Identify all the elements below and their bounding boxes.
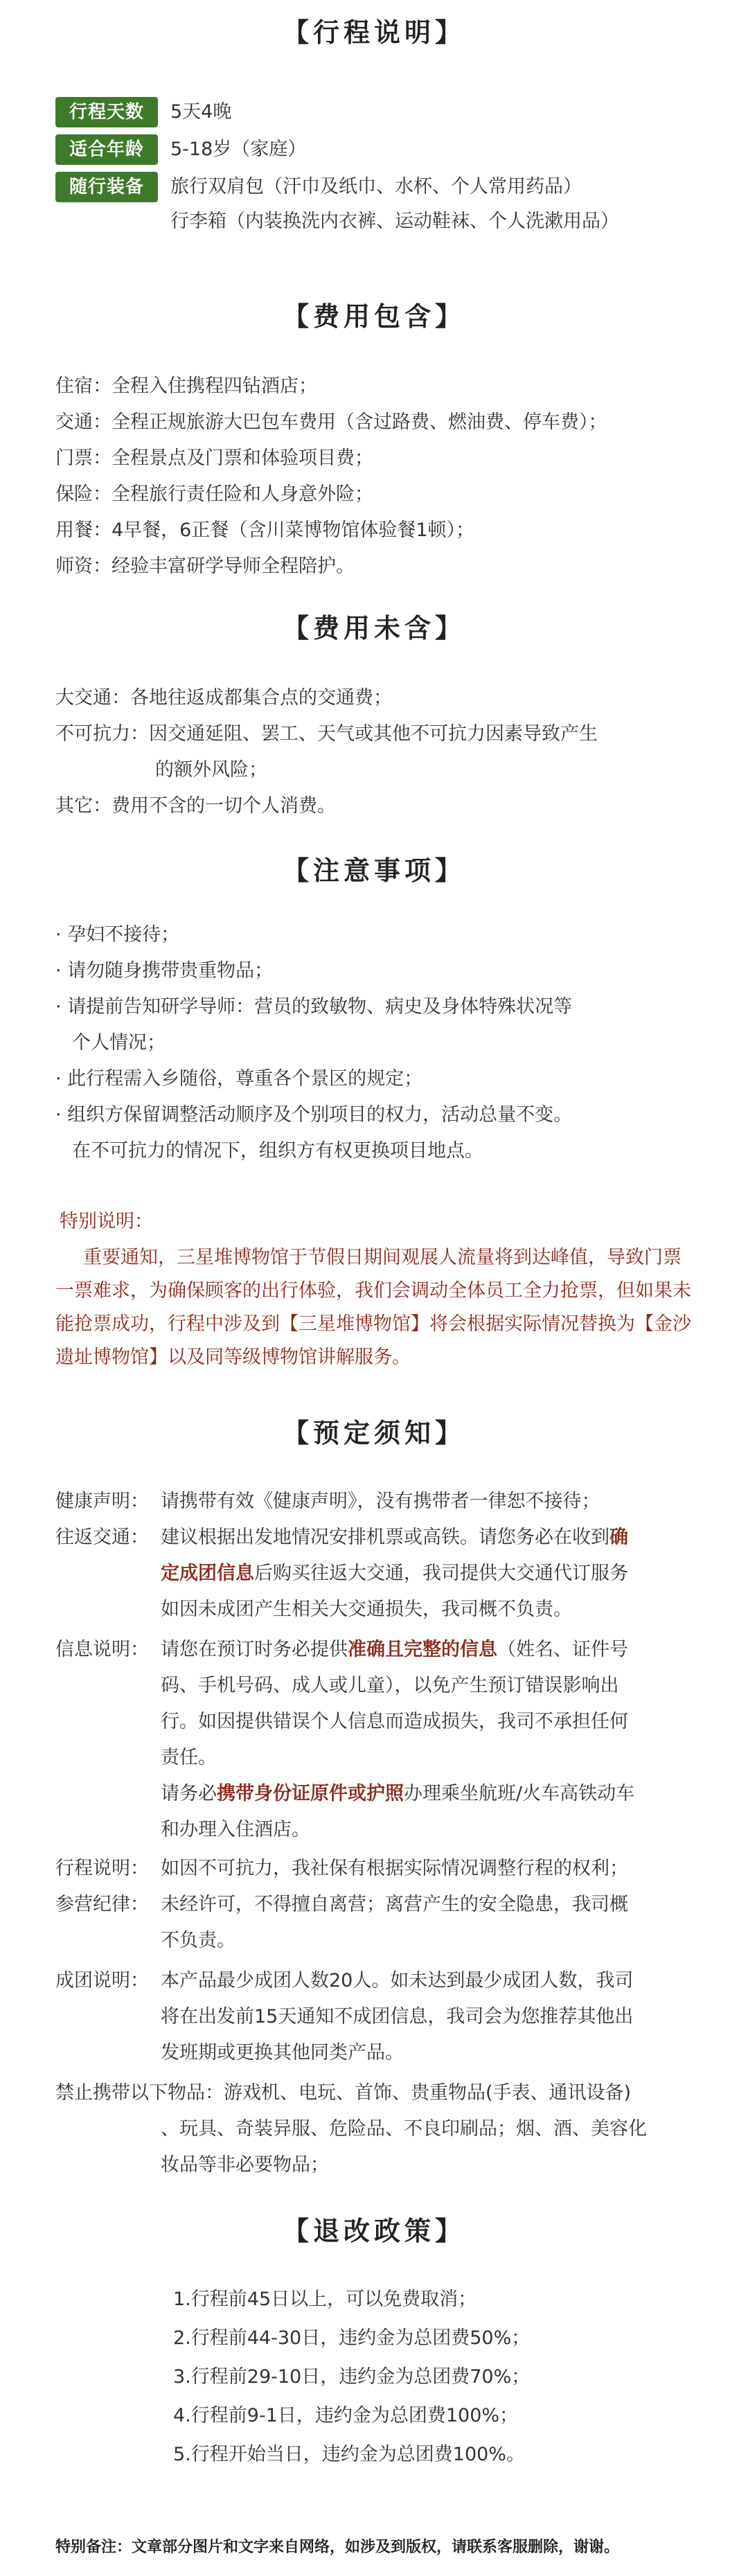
booking-transport-line1: 建议根据出发地情况安排机票或高铁。请您务必在收到确 <box>161 1527 628 1548</box>
booking-info-line2: 码、手机号码、成人或儿童），以免产生预订错误影响出 <box>161 1675 619 1696</box>
refund-line: 5.行程开始当日，违约金为总团费100%。 <box>173 2444 525 2465</box>
booking-plan-label: 行程说明： <box>55 1858 149 1879</box>
booking-group-label: 成团说明： <box>55 1970 149 1991</box>
booking-info-line4: 责任。 <box>161 1747 217 1768</box>
included-line: 交通：全程正规旅游大巴包车费用（含过路费、燃油费、停车费）； <box>55 411 607 433</box>
booking-info-line3: 行。如因提供错误个人信息而造成损失，我司不承担任何 <box>161 1711 628 1732</box>
itinerary-days-value: 5天4晚 <box>170 101 232 123</box>
booking-health-label: 健康声明： <box>55 1491 149 1512</box>
itinerary-age-value: 5-18岁（家庭） <box>170 139 307 160</box>
booking-leave-label: 参营纪律： <box>55 1894 149 1915</box>
section-title-booking: 【预定须知】 <box>282 1418 465 1448</box>
badge-equipment: 随行装备 <box>55 172 158 202</box>
booking-banned-line2: 、玩具、奇装异服、危险品、不良印刷品；烟、酒、美容化 <box>161 2118 647 2140</box>
section-title-included: 【费用包含】 <box>282 301 465 332</box>
booking-info-label: 信息说明： <box>55 1639 149 1660</box>
special-note-label: 特别说明： <box>60 1211 153 1232</box>
notes-line: 在不可抗力的情况下，组织方有权更换项目地点。 <box>72 1140 483 1162</box>
refund-line: 2.行程前44-30日，违约金为总团费50%； <box>173 2327 531 2349</box>
itinerary-equipment-value2: 行李箱（内装换洗内衣裤、运动鞋袜、个人洗漱用品） <box>170 211 619 232</box>
footer-disclaimer: 特别备注：文章部分图片和文字来自网络，如涉及到版权，请联系客服删除，谢谢。 <box>55 2539 620 2556</box>
included-line: 保险：全程旅行责任险和人身意外险； <box>55 483 373 505</box>
booking-info-line1: 请您在预订时务必提供准确且完整的信息（姓名、证件号 <box>161 1639 628 1660</box>
included-line: 住宿：全程入住携程四钻酒店； <box>55 375 317 397</box>
badge-days: 行程天数 <box>55 97 158 127</box>
booking-transport-line2: 定成团信息后购买往返大交通，我司提供大交通代订服务 <box>161 1563 628 1584</box>
booking-health-text: 请携带有效《健康声明》，没有携带者一律恕不接待； <box>161 1491 600 1512</box>
booking-leave-line2: 不负责。 <box>161 1930 235 1951</box>
excluded-line: 不可抗力：因交通延阻、罢工、天气或其他不可抗力因素导致产生 <box>55 723 598 745</box>
special-note-text: 重要通知，三星堆博物馆于节假日期间观展人流量将到达峰值，导致门票一票难求，为确保顾客的出行体验，我们会调动全体员工全力抢票，但如果未能抢票成功，行程中涉及到【三星堆博物馆】将会根据实际情况替换为【金沙遗址博物馆】以及同等级博物馆讲解服务。 <box>55 1247 691 1368</box>
notes-line: · 孕妇不接待； <box>55 924 180 945</box>
badge-age: 适合年龄 <box>55 134 158 165</box>
booking-group-line1: 本产品最少成团人数20人。如未达到最少成团人数，我司 <box>161 1970 634 1991</box>
notes-line: · 此行程需入乡随俗，尊重各个景区的规定； <box>55 1068 423 1090</box>
refund-line: 4.行程前9-1日，违约金为总团费100%； <box>173 2405 519 2426</box>
refund-line: 1.行程前45日以上，可以免费取消； <box>173 2289 477 2310</box>
section-title-refund: 【退改政策】 <box>282 2216 465 2246</box>
section-title-excluded: 【费用未含】 <box>282 613 465 643</box>
booking-info-line5: 请务必携带身份证原件或护照办理乘坐航班/火车高铁动车 <box>161 1783 635 1804</box>
notes-line: · 组织方保留调整活动顺序及个别项目的权力，活动总量不变。 <box>55 1104 573 1126</box>
excluded-line: 的额外风险； <box>155 759 267 781</box>
excluded-line: 大交通：各地往返成都集合点的交通费； <box>55 687 392 709</box>
included-line: 门票：全程景点及门票和体验项目费； <box>55 447 373 469</box>
booking-group-line3: 发班期或更换其他同类产品。 <box>161 2042 404 2063</box>
notes-line: · 请勿随身携带贵重物品； <box>55 960 274 981</box>
notes-line: 个人情况； <box>72 1032 166 1054</box>
booking-banned-line1: 禁止携带以下物品：游戏机、电玩、首饰、贵重物品(手表、通讯设备) <box>55 2082 632 2104</box>
booking-banned-line3: 妆品等非必要物品； <box>161 2154 329 2176</box>
notes-line: · 请提前告知研学导师：营员的致敏物、病史及身体特殊状况等 <box>55 996 573 1018</box>
booking-plan-text: 如因不可抗力，我社保有根据实际情况调整行程的权利； <box>161 1858 628 1879</box>
excluded-line: 其它：费用不含的一切个人消费。 <box>55 795 336 817</box>
booking-transport-label: 往返交通： <box>55 1527 149 1548</box>
included-line: 师资：经验丰富研学导师全程陪护。 <box>55 556 355 577</box>
refund-line: 3.行程前29-10日，违约金为总团费70%； <box>173 2366 531 2388</box>
section-title-notes: 【注意事项】 <box>282 855 465 886</box>
booking-leave-line1: 未经许可，不得擅自离营；离营产生的安全隐患，我司概 <box>161 1894 628 1915</box>
itinerary-equipment-value: 旅行双肩包（汗巾及纸巾、水杯、个人常用药品） <box>170 176 582 197</box>
booking-group-line2: 将在出发前15天通知不成团信息，我司会为您推荐其他出 <box>161 2006 634 2027</box>
included-line: 用餐：4早餐，6正餐（含川菜博物馆体验餐1顿）； <box>55 519 475 541</box>
section-title-itinerary: 【行程说明】 <box>282 17 465 48</box>
booking-info-line6: 和办理入住酒店。 <box>161 1819 310 1840</box>
booking-transport-line3: 如因未成团产生相关大交通损失，我司概不负责。 <box>161 1599 572 1620</box>
